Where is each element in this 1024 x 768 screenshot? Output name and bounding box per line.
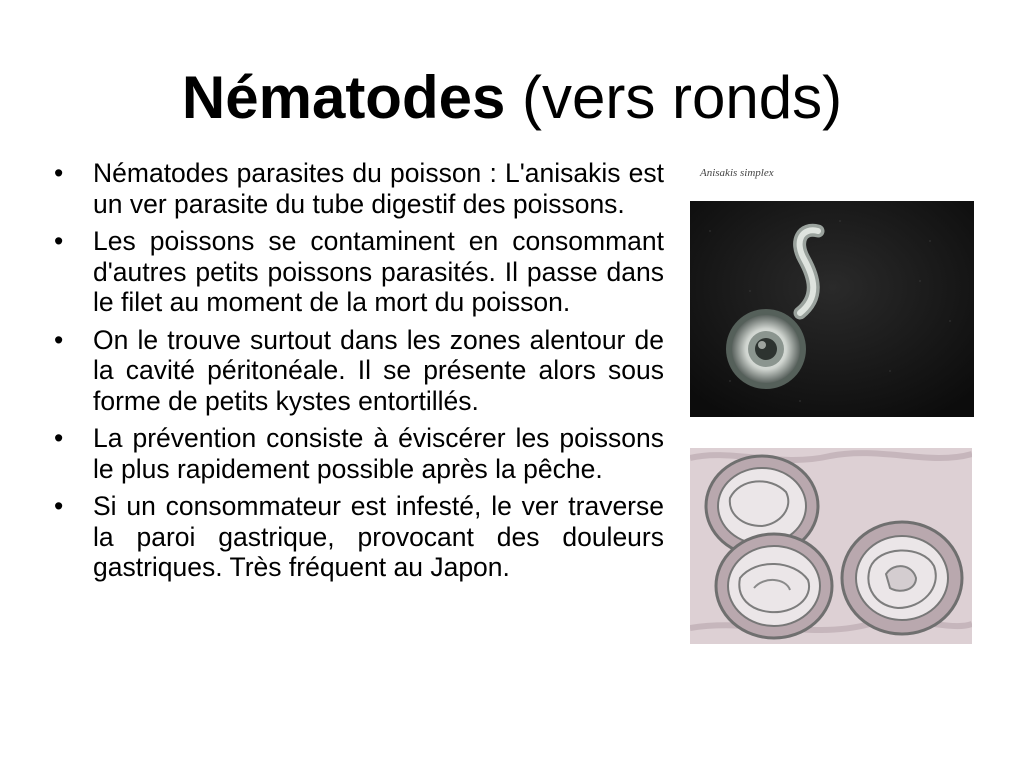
bullet-dot: • [54, 324, 64, 355]
histology-cross-section-image [690, 448, 972, 644]
bullet-dot: • [54, 491, 64, 521]
bullet-list [52, 158, 664, 590]
slide-title [0, 60, 1024, 136]
anisakis-photo [690, 163, 974, 417]
bullet-item [52, 325, 664, 417]
bullet-text: Les poissons se contaminent en consommant d'autres petits poissons parasités. Il passe dans le filet au moment de la mort du poisson. [93, 226, 664, 317]
bullet-dot: • [54, 423, 64, 453]
bullet-text: On le trouve surtout dans les zones alentour de la cavité péritonéale. Il se présente alors sous forme de petits kystes entortillés. [93, 324, 664, 416]
histology-photo [690, 448, 972, 644]
bullet-dot: • [54, 158, 64, 188]
anisakis-worm-image [690, 201, 974, 417]
bullet-item [52, 491, 664, 583]
bullet-item [52, 158, 664, 219]
bullet-text: La prévention consiste à éviscérer les poissons le plus rapidement possible après la pêche. [93, 423, 664, 484]
photo-caption: Anisakis simplex [700, 167, 774, 179]
bullet-item [52, 226, 664, 318]
title-subtitle: (vers ronds) [522, 64, 843, 131]
bullet-text: Si un consommateur est infesté, le ver traverse la paroi gastrique, provocant des douleurs gastriques. Très fréquent au Japon. [93, 491, 664, 582]
bullet-dot: • [54, 226, 64, 256]
title-main: Nématodes [181, 64, 506, 131]
bullet-text: Nématodes parasites du poisson : L'anisakis est un ver parasite du tube digestif des poissons. [93, 158, 664, 219]
bullet-item [52, 423, 664, 484]
